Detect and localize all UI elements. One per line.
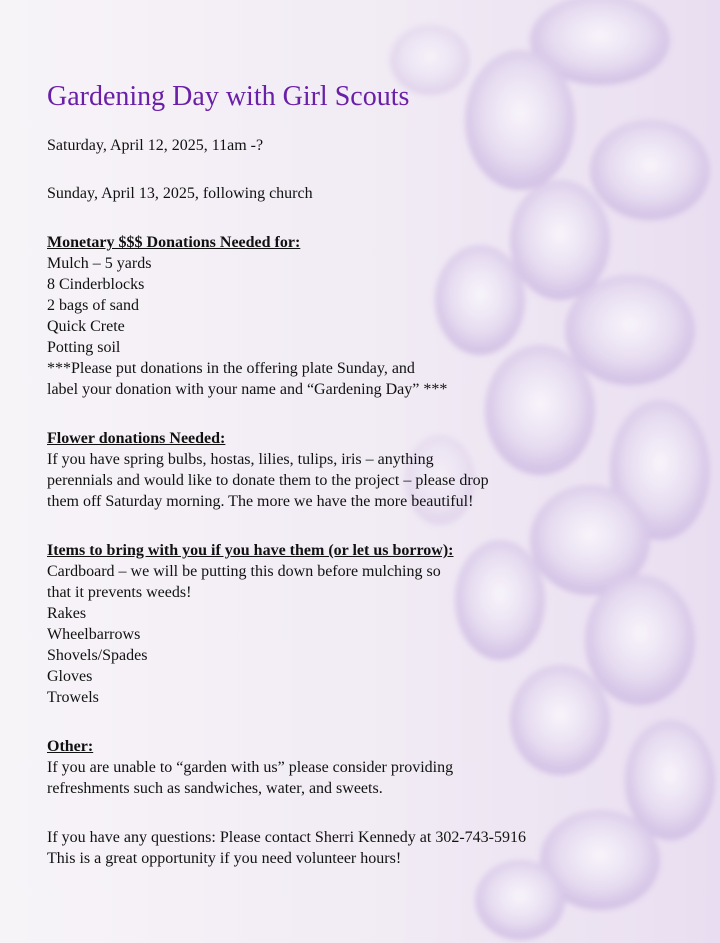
donation-note: ***Please put donations in the offering plate Sunday, and [47, 360, 415, 377]
list-item: Trowels [47, 689, 99, 706]
volunteer-text: This is a great opportunity if you need volunteer hours! [47, 850, 402, 867]
donation-note: label your donation with your name and “Gardening Day” *** [47, 381, 448, 398]
bring-text: that it prevents weeds! [47, 584, 192, 601]
list-item: Wheelbarrows [47, 626, 141, 643]
list-item: 2 bags of sand [47, 297, 139, 314]
list-item: Rakes [47, 605, 87, 622]
flowers-text: them off Saturday morning. The more we have the more beautiful! [47, 493, 474, 510]
date-saturday: Saturday, April 12, 2025, 11am -? [47, 137, 264, 154]
list-item: Quick Crete [47, 318, 125, 335]
list-item: Shovels/Spades [47, 647, 148, 664]
other-text: refreshments such as sandwiches, water, and sweets. [47, 780, 383, 797]
contact-text: If you have any questions: Please contact Sherri Kennedy at 302-743-5916 [47, 829, 526, 846]
list-item: Mulch – 5 yards [47, 255, 152, 272]
other-heading: Other: [47, 738, 94, 755]
flowers-text: perennials and would like to donate them to the project – please drop [47, 472, 489, 489]
list-item: 8 Cinderblocks [47, 276, 145, 293]
flowers-heading: Flower donations Needed: [47, 430, 226, 447]
list-item: Gloves [47, 668, 93, 685]
bring-heading: Items to bring with you if you have them (or let us borrow): [47, 542, 454, 559]
bring-text: Cardboard – we will be putting this down before mulching so [47, 563, 441, 580]
flowers-text: If you have spring bulbs, hostas, lilies, tulips, iris – anything [47, 451, 434, 468]
list-item: Potting soil [47, 339, 121, 356]
date-sunday: Sunday, April 13, 2025, following church [47, 185, 313, 202]
page-title: Gardening Day with Girl Scouts [47, 81, 410, 112]
monetary-heading: Monetary $$$ Donations Needed for: [47, 234, 301, 251]
other-text: If you are unable to “garden with us” please consider providing [47, 759, 454, 776]
